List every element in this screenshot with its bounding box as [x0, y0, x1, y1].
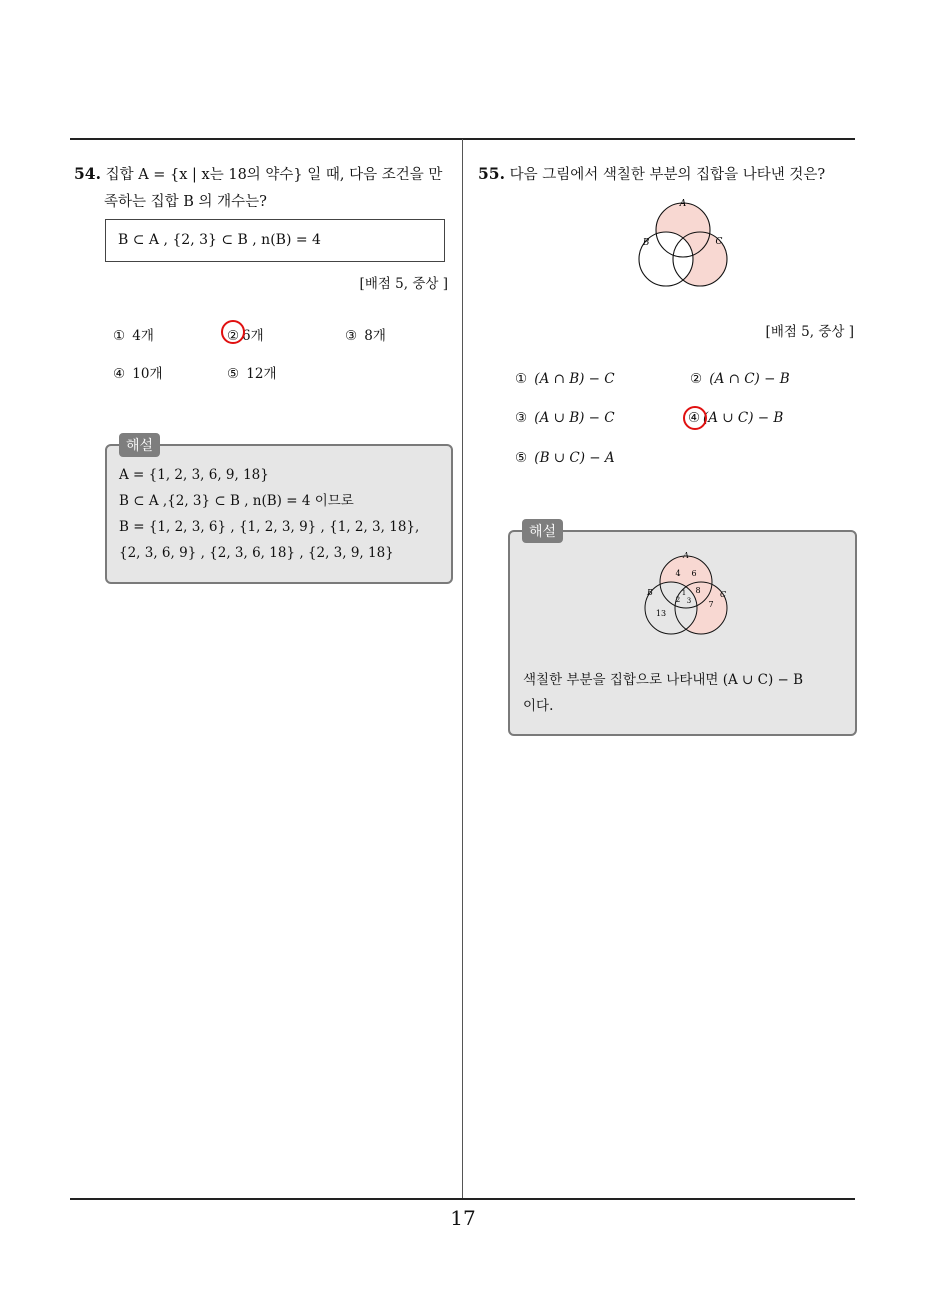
question-54-line1 [74, 160, 456, 189]
question-55 [478, 160, 858, 714]
solution-line: 이다. [523, 698, 554, 714]
choice-4[interactable]: ④ (A ∪ C) − B [687, 410, 784, 426]
solution-line: {2, 3, 6, 9} , {2, 3, 6, 18} , {2, 3, 9, 18} [119, 545, 394, 561]
label-c: C [719, 590, 727, 599]
question-number: 55. [478, 164, 505, 183]
choice-1[interactable]: ① 4개 [112, 328, 154, 344]
column-divider [462, 139, 463, 1199]
question-text: 다음 그림에서 색칠한 부분의 집합을 나타낸 것은? [509, 167, 826, 183]
score-label: [배점 5, 중상 ] [359, 276, 448, 292]
solution-box [105, 438, 453, 584]
solution-line: A = {1, 2, 3, 6, 9, 18} [119, 467, 269, 483]
solution-line: 색칠한 부분을 집합으로 나타내면 (A ∪ C) − B [523, 672, 804, 688]
page-number: 17 [450, 1206, 476, 1230]
choice-2[interactable]: ② (A ∩ C) − B [689, 371, 790, 387]
choice-3[interactable]: ③ 8개 [344, 328, 386, 344]
label-b: B [642, 238, 650, 248]
condition-box: B ⊂ A , {2, 3} ⊂ B , n(B) = 4 [105, 219, 445, 262]
answer-mark [683, 406, 707, 430]
region-number: 7 [708, 600, 714, 609]
solution-venn-diagram [638, 550, 734, 644]
region-number: 13 [655, 609, 667, 618]
solution-tag: 해설 [522, 519, 563, 543]
venn-diagram [633, 198, 733, 298]
label-b: B [647, 588, 653, 597]
choice-3[interactable]: ③ (A ∪ B) − C [514, 410, 615, 426]
choice-4[interactable]: ④ 10개 [112, 366, 163, 382]
region-number: 1 [681, 589, 687, 597]
question-number: 54. [74, 164, 101, 183]
solution-line: B ⊂ A ,{2, 3} ⊂ B , n(B) = 4 이므로 [119, 493, 354, 509]
question-54 [74, 160, 456, 561]
choice-1[interactable]: ① (A ∩ B) − C [514, 371, 615, 387]
bottom-rule [70, 1198, 855, 1200]
answer-mark [221, 320, 245, 344]
solution-line: B = {1, 2, 3, 6} , {1, 2, 3, 9} , {1, 2, 3, 18}, [119, 519, 420, 535]
question-text: 집합 A = {x | x는 18의 약수} 일 때, 다음 조건을 만 [105, 167, 443, 183]
choice-5[interactable]: ⑤ (B ∪ C) − A [514, 450, 615, 466]
region-number: 6 [691, 569, 697, 578]
solution-tag: 해설 [119, 433, 160, 457]
label-a: A [683, 551, 689, 560]
region-number: 3 [686, 597, 692, 605]
label-a: A [679, 199, 687, 209]
choice-2[interactable]: ② 6개 [226, 328, 264, 344]
score-label: [배점 5, 중상 ] [765, 324, 854, 340]
region-number: 2 [675, 596, 681, 604]
choice-5[interactable]: ⑤ 12개 [226, 366, 277, 382]
question-55-line1 [478, 160, 858, 189]
solution-box [508, 524, 857, 736]
region-number: 4 [675, 569, 681, 578]
region-number: 8 [695, 586, 701, 595]
question-54-line2: 족하는 집합 B 의 개수는? [104, 194, 267, 210]
label-c: C [715, 237, 723, 247]
